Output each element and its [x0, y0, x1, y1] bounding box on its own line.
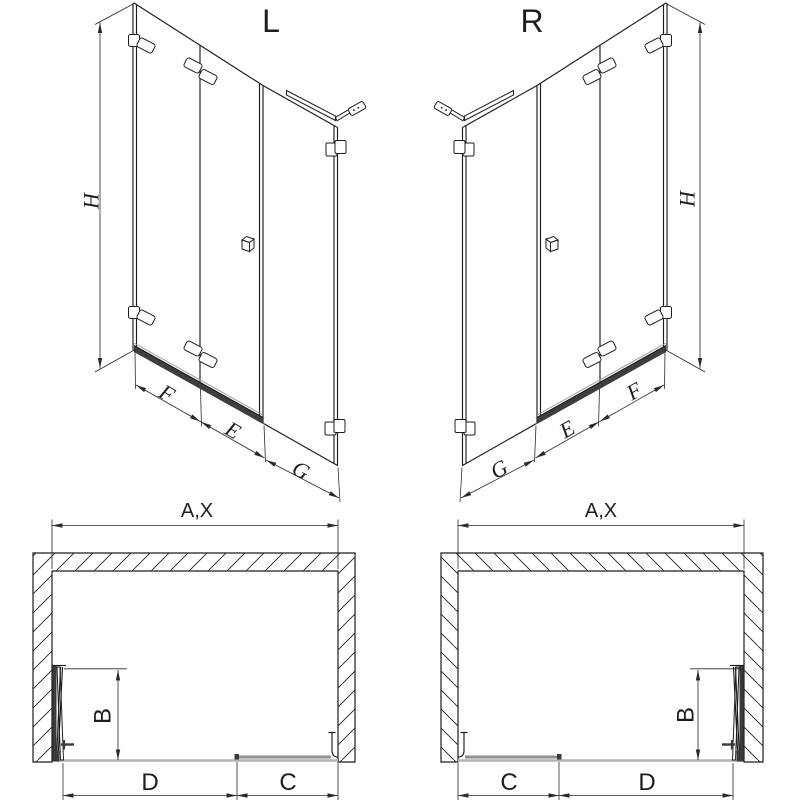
- plan-left-fixed-width-label: C: [279, 769, 297, 796]
- axon-view-left: [79, 3, 367, 502]
- plan-right-fixed-width-label: C: [500, 769, 518, 796]
- axon-left-height-label: H: [78, 193, 104, 209]
- plan-right-fold-depth-label: B: [672, 706, 700, 724]
- plan-right-door-width-label: D: [638, 769, 656, 796]
- axon-right-height-label: H: [674, 191, 700, 207]
- axon-left-width-g-label: G: [288, 455, 314, 485]
- axon-left-width-e-label: E: [220, 415, 246, 445]
- axon-right-width-f-label: F: [621, 376, 647, 406]
- axon-left-title: L: [262, 3, 280, 39]
- plan-right-overall-width-label: A,X: [584, 500, 618, 522]
- axon-right-title: R: [520, 3, 544, 39]
- plan-right-linework: [441, 520, 763, 800]
- axon-right-width-e-label: E: [554, 414, 580, 444]
- plan-left-overall-width-label: A,X: [180, 500, 214, 522]
- floor-plan-right: [441, 500, 763, 800]
- floor-plan-left: [33, 500, 355, 800]
- plan-left-door-width-label: D: [141, 769, 159, 796]
- axon-left-width-f-label: F: [154, 378, 180, 408]
- axon-view-right: [434, 3, 705, 502]
- axon-right-width-g-label: G: [486, 454, 512, 484]
- plan-left-fold-depth-label: B: [89, 707, 117, 725]
- plan-left-linework: [33, 520, 355, 800]
